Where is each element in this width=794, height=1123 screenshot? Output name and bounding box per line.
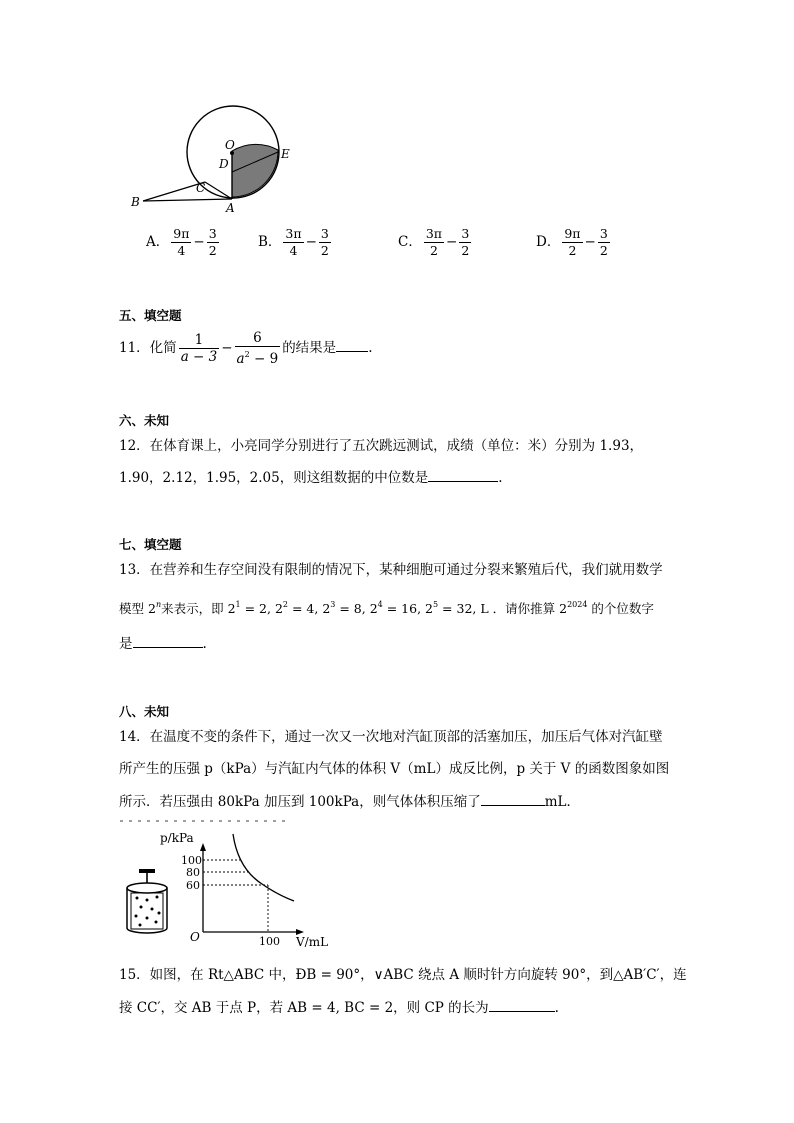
- label-D: D: [219, 157, 229, 171]
- origin-label: O: [190, 930, 200, 944]
- section-7-title: 七、填空题: [119, 537, 182, 552]
- pressure-volume-figure: [118, 818, 348, 950]
- question-13-line-1: 13．在营养和生存空间没有限制的情况下，某种细胞可通过分裂来繁殖后代，我们就用数学: [119, 562, 663, 578]
- question-14-line-2: 所产生的压强 p（kPa）与汽缸内气体的体积 V（mL）成反比例，p 关于 V 的函数图象如图: [119, 761, 670, 777]
- y-tick-60: 60: [186, 879, 200, 892]
- answer-blank-15[interactable]: [489, 997, 555, 1012]
- answer-blank-11[interactable]: [336, 337, 368, 352]
- shaded-sector: [232, 144, 278, 197]
- question-13-line-2: 模型 2$^n$来表示，即 $2^1 = 2$, $2^2 = 4$, $2^3 = 8$, $2^4 = 16$, $2^5 = 32$, L ．请你推算 $2^{2024}$ 的个位数字: [119, 600, 654, 616]
- label-O: O: [225, 138, 235, 152]
- question-15-line-2: 接 CC′，交 AB 于点 P，若 AB = 4, BC = 2，则 CP 的长为 .: [119, 997, 559, 1018]
- question-14-line-3: 所示．若压强由 80kPa 加压到 100kPa，则气体体积压缩了 mL．: [119, 791, 580, 812]
- option-d: D． $\frac{9\pi}{2}$ − $\frac{3}{2}$: [536, 226, 608, 258]
- answer-blank-12[interactable]: [428, 467, 498, 482]
- question-11: 11．化简 $\frac{1}{a - 3}$ − $\frac{6}{a^2 - 9}$ 的结果是 .: [119, 330, 373, 367]
- y-tick-100: 100: [181, 854, 202, 867]
- label-B: B: [131, 195, 140, 209]
- option-a: A． $\frac{9\pi}{4}$ − $\frac{3}{2}$: [146, 226, 217, 258]
- question-13-line-3: 是 .: [119, 633, 207, 654]
- answer-blank-14[interactable]: [481, 791, 545, 806]
- answer-blank-13[interactable]: [133, 633, 203, 648]
- x-tick-100: 100: [259, 935, 280, 948]
- inverse-curve: [233, 834, 294, 901]
- question-15-line-1: 15．如图，在 Rt△ABC 中，ÐB = 90°，∨ABC 绕点 A 顺时针方向旋转 90°，到△AB′C′，连: [119, 967, 687, 983]
- segment-BA: [143, 199, 232, 201]
- section-5-title: 五、填空题: [119, 308, 182, 323]
- cylinder-top: [127, 883, 167, 893]
- question-12-line-2: 1.90，2.12，1.95，2.05，则这组数据的中位数是 .: [119, 467, 503, 488]
- x-axis-label: V/mL: [296, 935, 329, 949]
- gas-particles: [135, 896, 161, 927]
- section-6-title: 六、未知: [119, 413, 170, 428]
- question-12-line-1: 12．在体育课上，小亮同学分别进行了五次跳远测试，成绩（单位：米）分别为 1.93，: [119, 438, 644, 454]
- piston-handle: [139, 869, 155, 873]
- question-14-line-1: 14．在温度不变的条件下，通过一次又一次地对汽缸顶部的活塞加压，加压后气体对汽缸壁: [119, 729, 663, 745]
- option-b: B． $\frac{3\pi}{4}$ − $\frac{3}{2}$: [258, 226, 329, 258]
- section-8-title: 八、未知: [119, 704, 170, 719]
- circle-tangent-figure: [125, 95, 305, 215]
- label-A: A: [226, 201, 235, 215]
- y-tick-80: 80: [186, 866, 200, 879]
- y-axis-label: p/kPa: [160, 831, 194, 845]
- label-C: C: [196, 181, 206, 195]
- option-c: C． $\frac{3\pi}{2}$ − $\frac{3}{2}$: [398, 226, 470, 258]
- label-E: E: [281, 147, 290, 161]
